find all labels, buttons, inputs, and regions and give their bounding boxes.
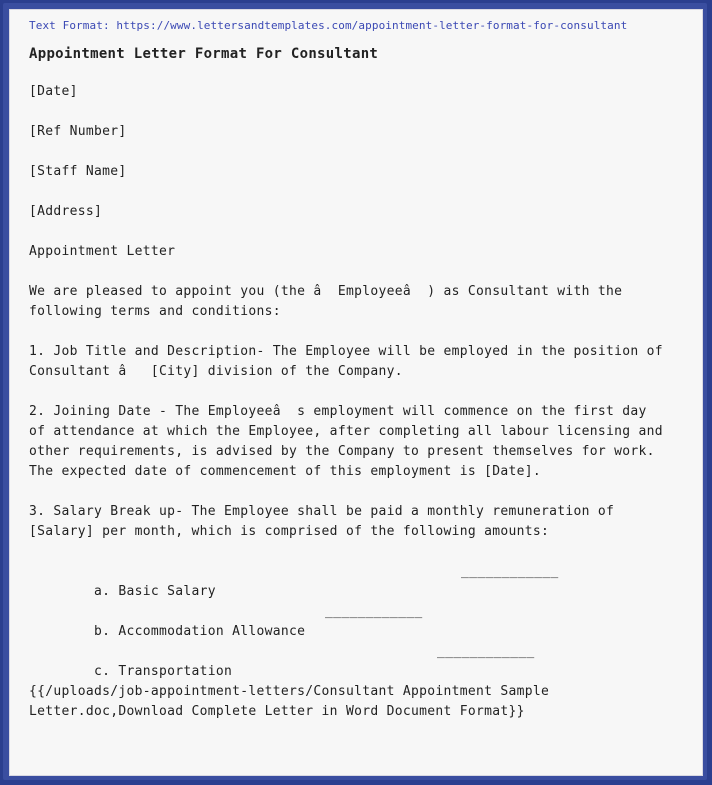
- amount-label: c. Transportation: [94, 664, 233, 679]
- source-url[interactable]: Text Format: https://www.lettersandtemplates.com/appointment-letter-format-for-consultant: [29, 19, 628, 32]
- letter-title: Appointment Letter Format For Consultant: [29, 46, 379, 62]
- clause-joining-date: 2. Joining Date - The Employeeâ s employment will commence on the first day of attendance at which the Employee, after completing all labour licensing and other requirements, is advised by the Company to present themselves for work. The expected date of commencement of this employment is [Date].: [29, 404, 672, 479]
- outer-frame: [3, 3, 707, 780]
- letter-content: [29, 18, 689, 722]
- subject-line: Appointment Letter: [29, 244, 176, 259]
- amount-label: b. Accommodation Allowance: [94, 624, 306, 639]
- letter-page: [9, 9, 703, 776]
- amount-row-transportation: [29, 642, 689, 679]
- download-note[interactable]: {{/uploads/job-appointment-letters/Consultant Appointment Sample Letter.doc,Download Complete Letter in Word Document Format}}: [29, 684, 558, 719]
- amount-blank: ____________: [461, 564, 559, 579]
- address-placeholder: [Address]: [29, 204, 103, 219]
- date-placeholder: [Date]: [29, 84, 78, 99]
- clause-job-title: 1. Job Title and Description- The Employee will be employed in the position of Consultant â [City] division of the Company.: [29, 344, 672, 379]
- ref-placeholder: [Ref Number]: [29, 124, 127, 139]
- staff-placeholder: [Staff Name]: [29, 164, 127, 179]
- amount-row-basic: [29, 562, 689, 599]
- amount-row-accommodation: [29, 602, 689, 639]
- clause-salary: 3. Salary Break up- The Employee shall be paid a monthly remuneration of [Salary] per month, which is comprised of the following amounts:: [29, 504, 623, 539]
- amount-blank: ____________: [437, 644, 535, 659]
- amount-blank: ____________: [325, 604, 423, 619]
- intro-paragraph: We are pleased to appoint you (the â Employeeâ ) as Consultant with the following terms and conditions:: [29, 284, 631, 319]
- amount-label: a. Basic Salary: [94, 584, 216, 599]
